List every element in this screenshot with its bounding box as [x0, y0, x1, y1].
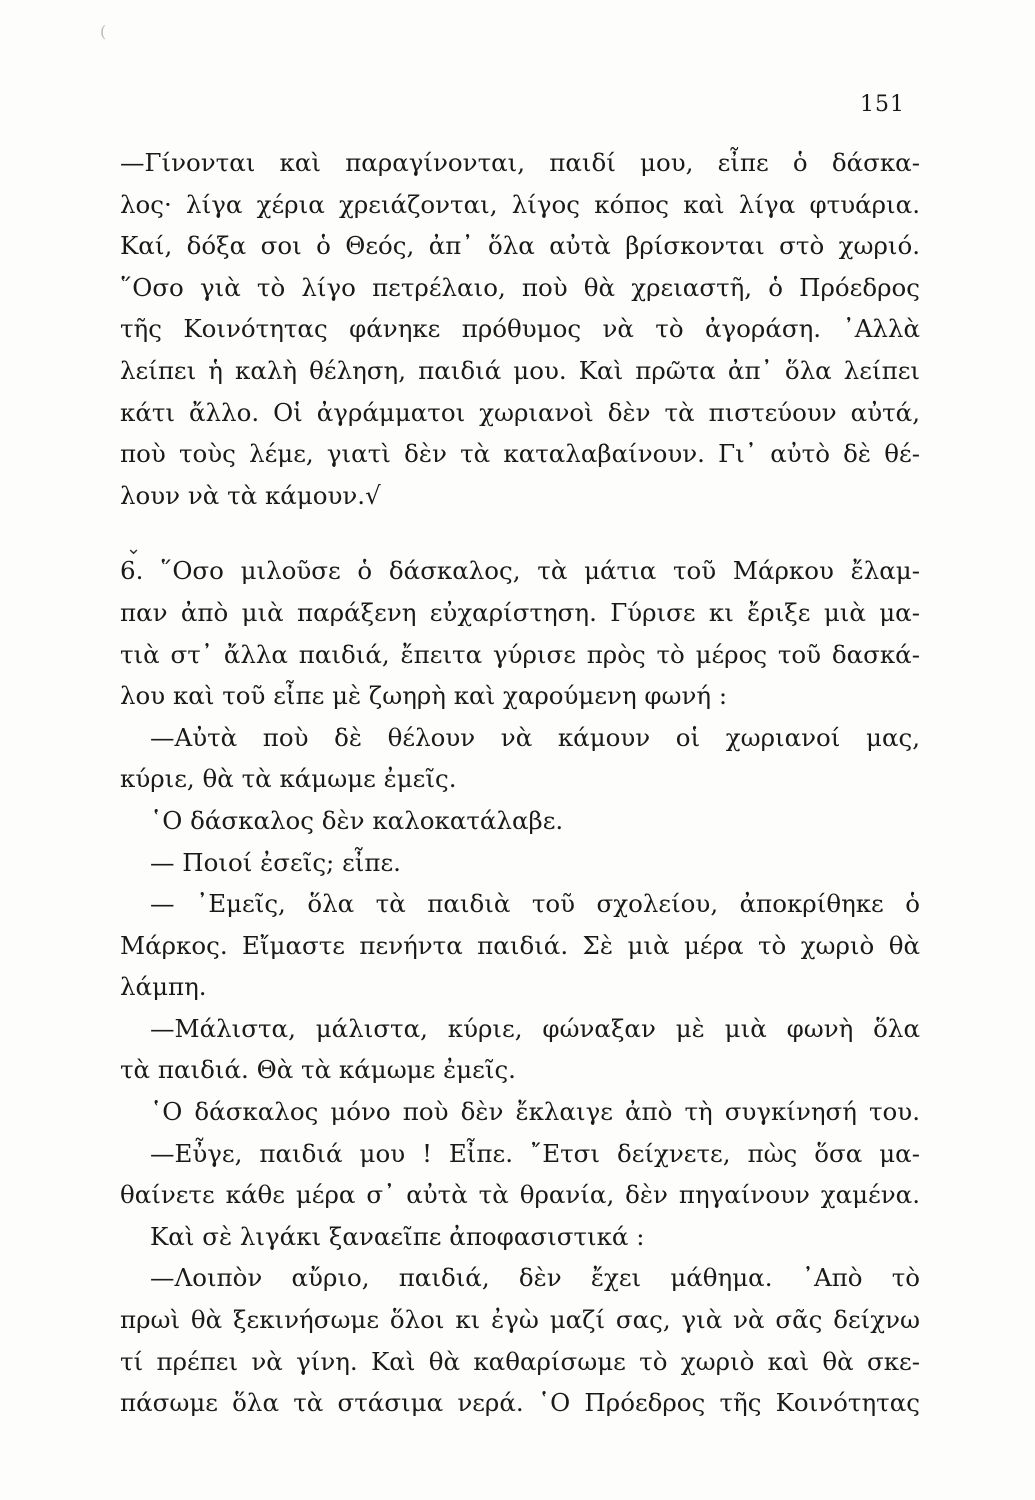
- text-line: τῆς Κοινότητας φάνηκε πρόθυμος νὰ τὸ ἀγοράση. ᾿Αλλὰ: [120, 314, 920, 344]
- text-line: — ᾿Εμεῖς, ὅλα τὰ παιδιὰ τοῦ σχολείου, ἀποκρίθηκε ὁ: [150, 889, 920, 919]
- text-line: κάτι ἄλλο. Οἱ ἀγράμματοι χωριανοὶ δὲν τὰ πιστεύουν αὐτά,: [120, 397, 920, 427]
- text-line: λος· λίγα χέρια χρειάζονται, λίγος κόπος καὶ λίγα φτυάρια.: [120, 189, 920, 219]
- text-line: λάμπη.: [120, 972, 207, 1002]
- text-line: κύριε, θὰ τὰ κάμωμε ἐμεῖς.: [120, 764, 457, 794]
- text-line: πρωὶ θὰ ξεκινήσωμε ὅλοι κι ἐγὼ μαζί σας, γιὰ νὰ σᾶς δείχνω: [120, 1305, 920, 1335]
- text-line: παν ἀπὸ μιὰ παράξενη εὐχαρίστηση. Γύρισε κι ἔριξε μιὰ μα-: [120, 597, 920, 627]
- text-line: λου καὶ τοῦ εἶπε μὲ ζωηρὴ καὶ χαρούμενη φωνή :: [120, 681, 728, 711]
- section-6-start: 6. ῞Οσο μιλοῦσε ὁ δάσκαλος, τὰ μάτια τοῦ Μάρκου ἔλαμ-: [120, 556, 920, 586]
- text-line: θαίνετε κάθε μέρα σ᾿ αὐτὰ τὰ θρανία, δὲν πηγαίνουν χαμένα.: [120, 1180, 920, 1210]
- text-line: τιὰ στ᾿ ἄλλα παιδιά, ἔπειτα γύρισε πρὸς τὸ μέρος τοῦ δασκά-: [120, 639, 920, 669]
- text-line: —Αὐτὰ ποὺ δὲ θέλουν νὰ κάμουν οἱ χωριανοί μας,: [150, 722, 920, 752]
- text-line: λείπει ἡ καλὴ θέληση, παιδιά μου. Καὶ πρῶτα ἀπ᾿ ὅλα λείπει: [120, 355, 920, 385]
- section-gap: [120, 516, 920, 550]
- text-line: ῾Ο δάσκαλος δὲν καλοκατάλαβε.: [150, 805, 564, 835]
- text-line: —Λοιπὸν αὔριο, παιδιά, δὲν ἔχει μάθημα. ᾿Απὸ τὸ: [150, 1263, 920, 1293]
- text-line: Καὶ σὲ λιγάκι ξαναεῖπε ἀποφασιστικά :: [150, 1221, 645, 1251]
- page-number: 151: [860, 92, 905, 117]
- text-line: ῞Οσο γιὰ τὸ λίγο πετρέλαιο, ποὺ θὰ χρειαστῆ, ὁ Πρόεδρος: [120, 272, 920, 302]
- text-line: Καί, δόξα σοι ὁ Θεός, ἀπ᾿ ὅλα αὐτὰ βρίσκονται στὸ χωριό.: [120, 231, 920, 261]
- margin-pencil-mark: (: [100, 22, 107, 41]
- text-line: τί πρέπει νὰ γίνη. Καὶ θὰ καθαρίσωμε τὸ χωριὸ καὶ θὰ σκε-: [120, 1346, 920, 1376]
- text-line: τὰ παιδιά. Θὰ τὰ κάμωμε ἐμεῖς.: [120, 1055, 516, 1085]
- text-line: λουν νὰ τὰ κάμουν.√: [120, 480, 381, 510]
- text-line: — Ποιοί ἐσεῖς; εἶπε.: [150, 847, 401, 877]
- text-line: —Εὖγε, παιδιά μου ! Εἶπε. ῎Ετσι δείχνετε, πὼς ὅσα μα-: [150, 1138, 920, 1168]
- text-line: —Μάλιστα, μάλιστα, κύριε, φώναξαν μὲ μιὰ φωνὴ ὅλα: [150, 1013, 920, 1043]
- handwritten-mark: ⌄: [126, 538, 142, 559]
- body-text: [120, 142, 920, 1424]
- text-line: πάσωμε ὅλα τὰ στάσιμα νερά. ῾Ο Πρόεδρος τῆς Κοινότητας: [120, 1388, 920, 1418]
- text-line: ποὺ τοὺς λέμε, γιατὶ δὲν τὰ καταλαβαίνουν. Γι᾿ αὐτὸ δὲ θέ-: [120, 439, 920, 469]
- text-line: Μάρκος. Εἴμαστε πενήντα παιδιά. Σὲ μιὰ μέρα τὸ χωριὸ θὰ: [120, 930, 920, 960]
- text-line: —Γίνονται καὶ παραγίνονται, παιδί μου, εἶπε ὁ δάσκα-: [120, 148, 920, 177]
- text-line: ῾Ο δάσκαλος μόνο ποὺ δὲν ἔκλαιγε ἀπὸ τὴ συγκίνησή του.: [150, 1097, 920, 1127]
